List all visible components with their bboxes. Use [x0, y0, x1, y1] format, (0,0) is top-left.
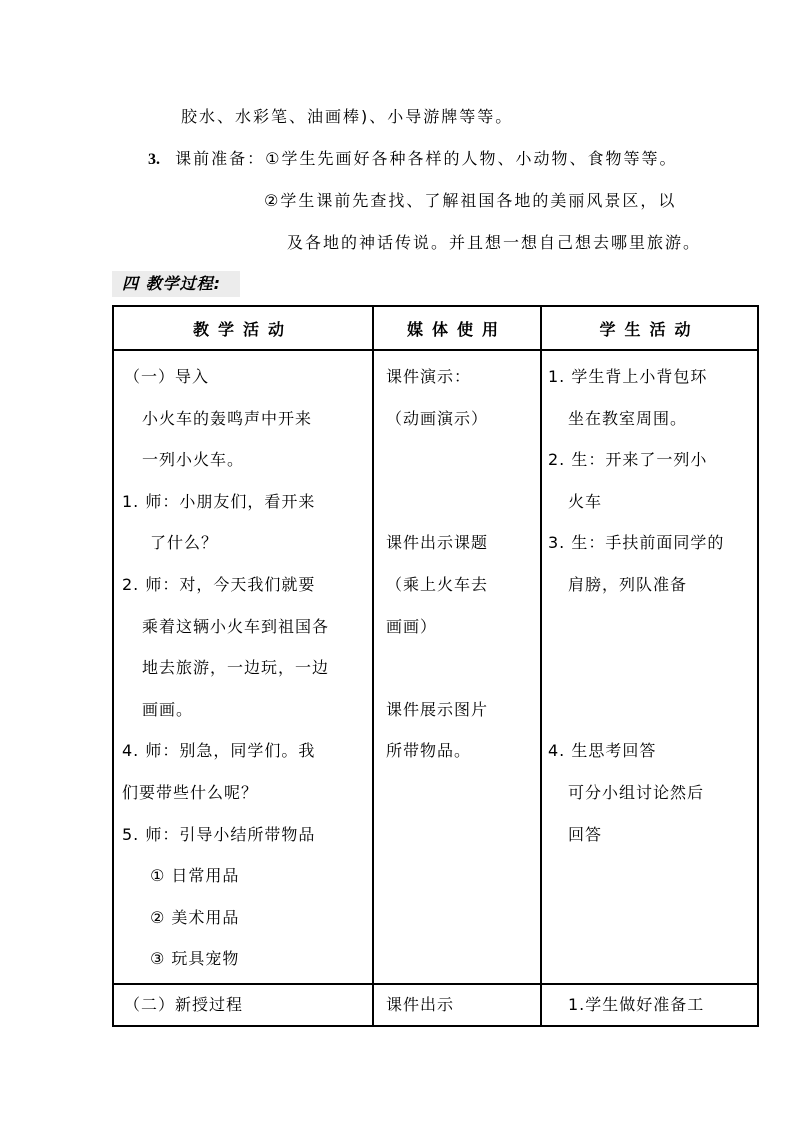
- cell-line: 坐在教室周围。: [568, 408, 688, 428]
- media-use-cell: [373, 350, 541, 984]
- intro-item-3: [148, 148, 677, 171]
- cell-line: 地去旅游，一边玩，一边: [142, 658, 330, 678]
- cell-line: [542, 606, 757, 648]
- cell-line: 4. 生思考回答: [548, 741, 657, 761]
- cell-line: 回答: [568, 824, 603, 844]
- section-heading: 四 教学过程:: [112, 271, 240, 297]
- cell-line: 一列小火车。: [142, 450, 245, 470]
- cell-line: 2. 师：对，今天我们就要: [122, 574, 316, 594]
- student-activity-cell: [541, 350, 758, 984]
- header-student-activity: 学生活动: [541, 306, 758, 350]
- header-media-use: 媒体使用: [373, 306, 541, 350]
- media-use-cell: [373, 984, 541, 1026]
- cell-line: ③ 玩具宠物: [150, 949, 240, 969]
- cell-line: （动画演示）: [386, 408, 489, 428]
- item-number: 3.: [148, 151, 160, 168]
- cell-line: [542, 689, 757, 731]
- intro-line-1: 胶水、水彩笔、油画棒)、小导游牌等等。: [181, 107, 514, 126]
- cell-line: 课件出示课题: [386, 533, 489, 553]
- cell-line: 乘着这辆小火车到祖国各: [142, 616, 330, 636]
- cell-line: 画画。: [142, 699, 194, 719]
- cell-line: 了什么？: [150, 533, 219, 553]
- cell-line: 可分小组讨论然后: [568, 782, 705, 802]
- cell-line: 4. 师：别急，同学们。我: [122, 741, 316, 761]
- teacher-activity-cell: [113, 350, 373, 984]
- student-activity-cell: [541, 984, 758, 1026]
- cell-line: ① 日常用品: [150, 866, 240, 886]
- cell-line: 3. 生：手扶前面同学的: [548, 533, 725, 553]
- cell-line: 肩膀，列队准备: [568, 574, 688, 594]
- table-row: [113, 984, 758, 1026]
- cell-line: 课件出示: [386, 994, 455, 1014]
- cell-line: 课件展示图片: [386, 699, 489, 719]
- header-teacher-activity: 教学活动: [113, 306, 373, 350]
- cell-line: 课件演示：: [386, 367, 472, 386]
- cell-line: 们要带些什么呢？: [122, 782, 259, 802]
- cell-line: 火车: [568, 491, 603, 511]
- cell-line: 5. 师：引导小结所带物品: [122, 824, 316, 844]
- cell-line: 2. 生：开来了一列小: [548, 450, 708, 470]
- table-header-row: [113, 306, 758, 350]
- cell-line: 1. 师：小朋友们，看开来: [122, 491, 316, 511]
- teacher-activity-cell: [113, 984, 373, 1026]
- cell-line: [386, 647, 540, 689]
- cell-line: （一）导入: [124, 367, 210, 386]
- cell-line: [386, 439, 540, 481]
- cell-line: 小火车的轰鸣声中开来: [142, 408, 313, 428]
- intro-line-3: ②学生课前先查找、了解祖国各地的美丽风景区，以: [264, 191, 677, 210]
- item-text: 课前准备：①学生先画好各种各样的人物、小动物、食物等等。: [175, 149, 678, 168]
- cell-line: ② 美术用品: [150, 907, 240, 927]
- cell-line: 1.学生做好准备工: [568, 994, 705, 1014]
- cell-line: （乘上火车去: [386, 574, 489, 594]
- cell-line: （二）新授过程: [124, 994, 244, 1014]
- table-row: [113, 350, 758, 984]
- cell-line: 所带物品。: [386, 741, 472, 761]
- cell-line: 画画）: [386, 616, 438, 636]
- intro-line-4: 及各地的神话传说。并且想一想自己想去哪里旅游。: [287, 233, 702, 252]
- cell-line: 1. 学生背上小背包环: [548, 367, 708, 386]
- lesson-table: [112, 305, 759, 1027]
- cell-line: [386, 481, 540, 523]
- cell-line: [542, 647, 757, 689]
